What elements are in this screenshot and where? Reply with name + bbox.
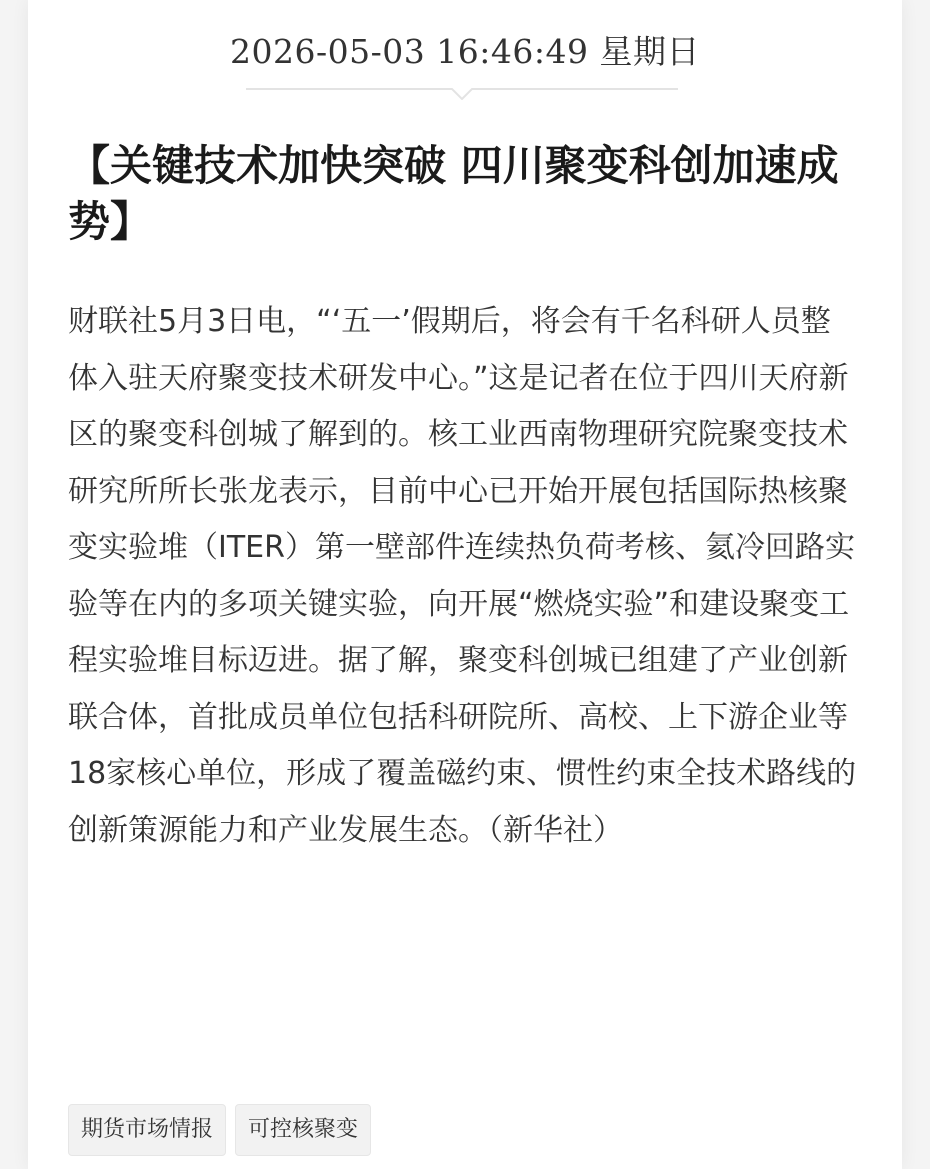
- tag-list: [68, 1104, 371, 1156]
- tag-futures-market-intel[interactable]: 期货市场情报: [68, 1104, 226, 1156]
- tag-controlled-fusion[interactable]: 可控核聚变: [235, 1104, 371, 1156]
- publish-datetime: 2026-05-03 16:46:49 星期日: [230, 32, 700, 71]
- divider-notch-icon: [451, 88, 473, 100]
- article-body: 财联社5月3日电，“‘五一’假期后，将会有千名科研人员整体入驻天府聚变技术研发中心。”这是记者在位于四川天府新区的聚变科创城了解到的。核工业西南物理研究院聚变技术研究所所长张龙表示，目前中心已开始开展包括国际热核聚变实验堆（ITER）第一壁部件连续热负荷考核、氦冷回路实验等在内的多项关键实验，向开展“燃烧实验”和建设聚变工程实验堆目标迈进。据了解，聚变科创城已组建了产业创新联合体，首批成员单位包括科研院所、高校、上下游企业等18家核心单位，形成了覆盖磁约束、惯性约束全技术路线的创新策源能力和产业发展生态。（新华社）: [68, 304, 857, 848]
- article-card: [28, 0, 902, 1169]
- article-title: 【关键技术加快突破 四川聚变科创加速成势】: [68, 141, 839, 246]
